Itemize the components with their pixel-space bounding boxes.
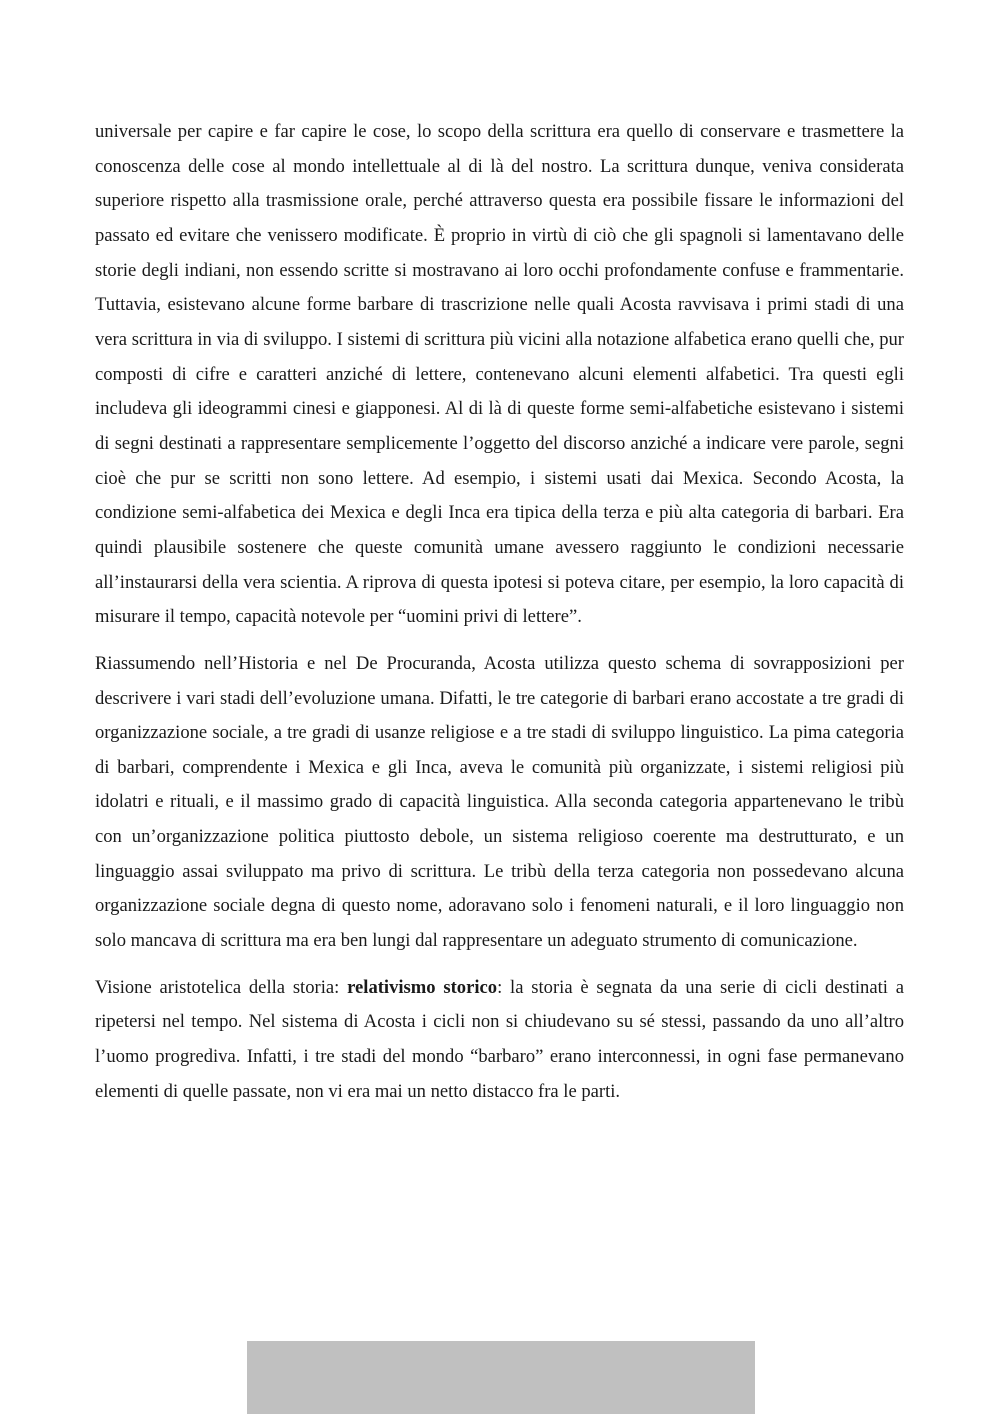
document-body — [95, 115, 904, 1109]
paragraph-rest-text: : la storia è segnata da una serie di cicli destinati a ripetersi nel tempo. Nel sistema di Acosta i cicli non si chiudevano su sé stessi, passando da uno all’altro l’uomo progrediva. Infatti, i tre stadi del mondo “barbaro” erano interconnessi, in ogni fase permanevano elementi di quelle passate, non vi era mai un netto distacco fra le parti. — [95, 976, 904, 1102]
paragraph-writing-tradition — [95, 115, 904, 635]
paragraph-text-continuation: Tuttavia, esistevano alcune forme barbare di trascrizione nelle quali Acosta ravvisava i primi stadi di una vera scrittura in via di sviluppo. I sistemi di scrittura più vicini alla notazione alfabetica erano quelli che, pur composti di cifre e caratteri anziché di lettere, contenevano alcuni elementi alfabetici. Tra questi egli includeva gli ideogrammi cinesi e giapponesi. Al di là di queste forme semi-alfabetiche esistevano i sistemi di segni destinati a rappresentare semplicemente l’oggetto del discorso anziché a indicare vere parole, segni cioè che pur se scritti non sono lettere. Ad esempio, i sistemi usati dai Mexica. Secondo Acosta, la condizione semi-alfabetica dei Mexica e degli Inca era tipica della terza e più alta categoria di barbari. Era quindi plausibile sostenere che queste comunità umane avessero raggiunto le condizioni necessarie all’instaurarsi della vera scientia. A riprova di questa ipotesi si poteva citare, per esempio, la loro capacità di misurare il tempo, capacità notevole per “uomini privi di lettere”. — [95, 294, 904, 628]
paragraph-text-justified: universale per capire e far capire le cose, lo scopo della scrittura era quello di conservare e trasmettere la conoscenza delle cose al mondo intellettuale al di là del nostro. La scrittura dunque, veniva considerata superiore rispetto alla trasmissione orale, perché attraverso questa era possibile fissare le informazioni del passato ed evitare che venissero modificate. È proprio in virtù di ciò che gli spagnoli si lamentavano delle storie degli indiani, non essendo scritte si mostravano ai loro occhi profondamente confuse e frammentarie. — [95, 121, 904, 281]
footer-gray-bar — [247, 1341, 755, 1414]
paragraph-aristotelian-vision — [95, 971, 904, 1110]
paragraph-lead-text: Visione aristotelica della storia: — [95, 976, 348, 998]
paragraph-summary: Riassumendo nell’Historia e nel De Procuranda, Acosta utilizza questo schema di sovrapposizioni per descrivere i vari stadi dell’evoluzione umana. Difatti, le tre categorie di barbari erano accostate a tre gradi di organizzazione sociale, a tre gradi di usanze religiose e a tre stadi di sviluppo linguistico. La pima categoria di barbari, comprendente i Mexica e gli Inca, aveva le comunità più organizzate, i sistemi religiosi più idolatri e rituali, e il massimo grado di capacità linguistica. Alla seconda categoria appartenevano le tribù con un’organizzazione politica piuttosto debole, un sistema religioso coerente ma destrutturato, e un linguaggio assai sviluppato ma privo di scrittura. Le tribù della terza categoria non possedevano alcuna organizzazione sociale degna di questo nome, adoravano solo i fenomeni naturali, e il loro linguaggio non solo mancava di scrittura ma era ben lungi dal rappresentare un adeguato strumento di comunicazione. — [95, 652, 904, 952]
bold-term: relativismo storico — [347, 976, 498, 998]
